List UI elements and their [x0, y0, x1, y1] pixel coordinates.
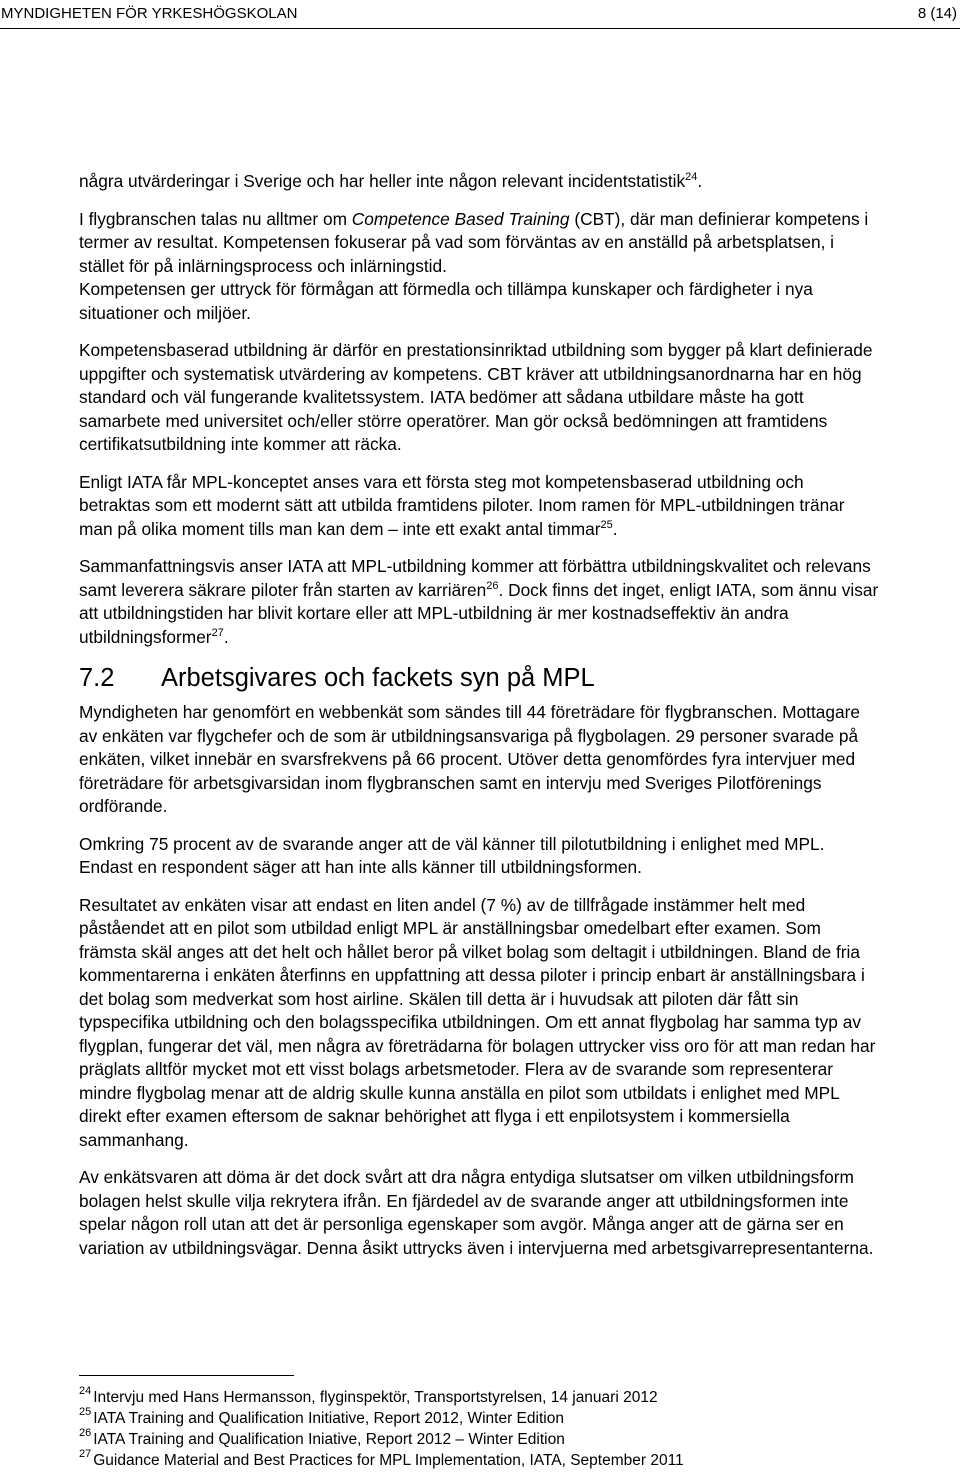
paragraph-3: Kompetensbaserad utbildning är därför en prestationsinriktad utbildning som bygger på klart definierade uppgifter och systematisk utvärdering av kompetens. CBT kräver att utbildningsanordnarna har en hög standard och väl fungerande kvalitetssystem. IATA bedömer att sådana utbildare måste ha gott samarbete med universitet och/eller större operatörer. Man gör också bedömningen att framtidens certifikatsutbildning inte kommer att räcka.	[79, 340, 873, 454]
paragraph-1: några utvärderingar i Sverige och har heller inte någon relevant incidentstatistik$^{24}$.	[79, 171, 703, 191]
footnote-ref-27: 27	[211, 626, 224, 639]
footnote-item	[79, 1450, 879, 1471]
section-paragraph-3: Resultatet av enkäten visar att endast en liten andel (7 %) av de tillfrågade instämmer helt med påståendet att en pilot som utbildad enligt MPL är anställningsbar omedelbart efter examen. Som främsta skäl anges att det helt och hållet beror på vilket bolag som deltagit i utbildningen. Bland de fria kommentarerna i enkäten återfinns en uppfattning att dessa piloter i princip enbart är anställningsbara i det bolag som medverkat som host airline. Skälen till detta är i huvudsak att piloten där fått sin typspecifika utbildning och den bolagsspecifika utbildningen. Om ett annat flygbolag har samma typ av flygplan, fungerar det väl, men några av företrädarna för bolagen uttrycker viss oro för att man redan har präglats alltför mycket mot ett visst bolags arbetsmetoder. Flera av de svarande som representerar mindre flygbolag menar att de aldrig skulle kunna anställa en pilot som utbildats i enlighet med MPL direkt efter examen eftersom de saknar behörighet att flyga i ett enpilotsystem i kommersiella sammanhang.	[79, 894, 876, 1150]
footnote-divider	[79, 1375, 294, 1376]
section-title: Arbetsgivares och fackets syn på MPL	[161, 664, 595, 692]
paragraph-2b: Kompetensen ger uttryck för förmågan att förmedla och tillämpa kunskaper och färdigheter i nya situationer och miljöer.	[79, 279, 813, 323]
header-title: MYNDIGHETEN FÖR YRKESHÖGSKOLAN	[1, 5, 298, 22]
page-header	[0, 0, 960, 30]
footnote-ref-24: 24	[685, 171, 698, 183]
emphasis-cbt: Competence Based Training	[351, 208, 570, 229]
page-number: 8 (14)	[917, 5, 957, 22]
section-number: 7.2	[79, 664, 115, 692]
footnote-item	[79, 1408, 879, 1429]
paragraph-5: Sammanfattningsvis anser IATA att MPL-utbildning kommer att förbättra utbildningskvalitet och relevans samt leverera säkrare piloter från starten av karriären$^{26}$. Dock finns det inget, enligt IATA, som ännu visar att utbildningstiden har blivit kortare eller att MPL-utbildning är mer kostnadseffektiv än andra utbildningsformer$^{27}$.	[79, 556, 879, 647]
footnote-text: IATA Training and Qualification Iniative, Report 2012 – Winter Edition	[93, 1431, 565, 1448]
header-divider	[0, 28, 960, 29]
section-paragraph-1: Myndigheten har genomfört en webbenkät som sändes till 44 företrädare för flygbranschen. Mottagare av enkäten var flygchefer och de som är utbildningsansvariga på flygbolagen. 29 personer svarade på enkäten, vilket innebär en svarsfrekvens på 66 procent. Utöver detta genomfördes fyra intervjuer med företrädare för arbetsgivarsidan inom flygbranschen samt en intervju med Sveriges Pilotförenings ordförande.	[79, 702, 860, 816]
footnote-text: Intervju med Hans Hermansson, flyginspektör, Transportstyrelsen, 14 januari 2012	[93, 1389, 658, 1406]
footnote-item	[79, 1387, 879, 1408]
footnote-text: IATA Training and Qualification Initiative, Report 2012, Winter Edition	[93, 1410, 564, 1427]
footnote-ref-25: 25	[600, 518, 613, 531]
footnotes	[79, 1387, 879, 1471]
paragraph-2: I flygbranschen talas nu alltmer om Competence Based Training (CBT), där man definierar kompetens i termer av resultat. Kompetensen fokuserar på vad som förväntas av en anställd på arbetsplatsen, i stället för på inlärningsprocess och inlärningstid.	[79, 208, 869, 276]
footnote-item	[79, 1429, 879, 1450]
section-heading	[79, 663, 879, 693]
footnote-number: 26	[79, 1427, 92, 1439]
paragraph-4: Enligt IATA får MPL-konceptet anses vara ett första steg mot kompetensbaserad utbildning och betraktas som ett modernt sätt att utbilda framtidens piloter. Inom ramen för MPL-utbildningen tränar man på olika moment tills man kan dem – inte ett exakt antal timmar$^{25}$.	[79, 471, 845, 539]
document-body	[79, 170, 879, 1274]
footnote-ref-26: 26	[486, 579, 499, 592]
footnote-number: 24	[79, 1385, 92, 1397]
footnote-text: Guidance Material and Best Practices for MPL Implementation, IATA, September 2011	[93, 1452, 684, 1469]
footnote-number: 27	[79, 1448, 92, 1460]
section-paragraph-2: Omkring 75 procent av de svarande anger att de väl känner till pilotutbildning i enlighet med MPL. Endast en respondent säger att han inte alls känner till utbildningsformen.	[79, 833, 825, 877]
section-paragraph-4: Av enkätsvaren att döma är det dock svårt att dra några entydiga slutsatser om vilken utbildningsform bolagen helst skulle vilja rekrytera ifrån. En fjärdedel av de svarande anger att utbildningsformen inte spelar någon roll utan att det är personliga egenskaper som avgör. Många anger att de gärna ser en variation av utbildningsvägar. Denna åsikt uttrycks även i intervjuerna med arbetsgivarrepresentanterna.	[79, 1167, 874, 1258]
footnote-number: 25	[79, 1406, 92, 1418]
